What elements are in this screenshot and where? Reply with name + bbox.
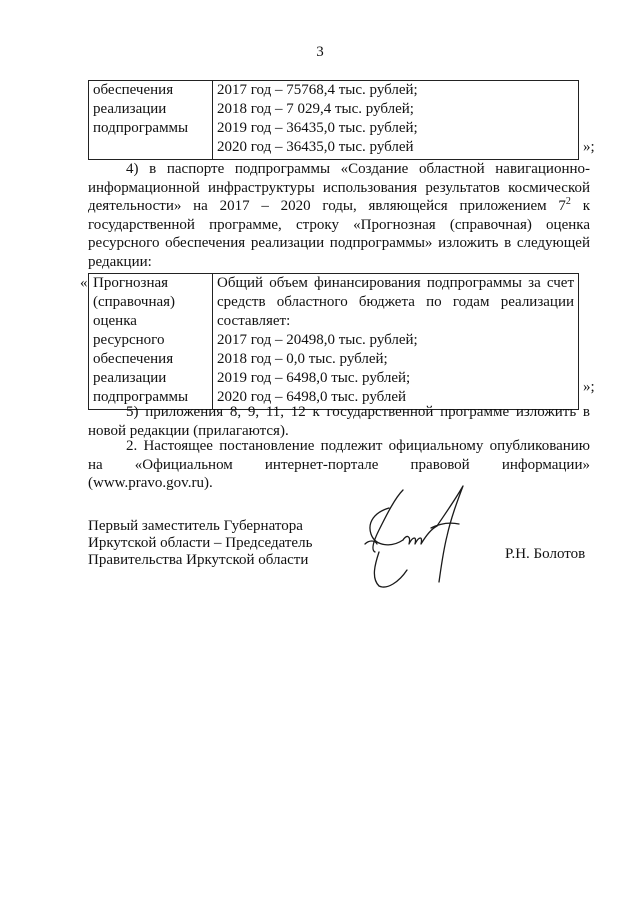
table2-label-line: (справочная) bbox=[93, 294, 176, 310]
table1-value-line: 2020 год – 36435,0 тыс. рублей bbox=[217, 139, 414, 155]
signatory-position-line: Иркутской области – Председатель bbox=[88, 535, 313, 551]
table1-value-line: 2017 год – 75768,4 тыс. рублей; bbox=[217, 82, 418, 98]
financing-table bbox=[88, 273, 579, 410]
table1-value-line: 2019 год – 36435,0 тыс. рублей; bbox=[217, 120, 418, 136]
table1-label-cell bbox=[89, 81, 213, 160]
table2-label-line: подпрограммы bbox=[93, 389, 189, 405]
para4-line-3-tail: к bbox=[570, 198, 590, 215]
paragraph-4 bbox=[88, 160, 590, 272]
handwritten-signature bbox=[345, 478, 470, 596]
para4-line-3-text: деятельности» на 2017 – 2020 годы, являющейся приложением 7 bbox=[88, 198, 566, 215]
paragraph-5 bbox=[88, 403, 590, 440]
table2-value-line: 2020 год – 6498,0 тыс. рублей bbox=[217, 389, 407, 405]
para4-line: информационной инфраструктуры использования результатов космической bbox=[88, 179, 590, 196]
table2-value-line: составляет: bbox=[217, 313, 291, 329]
table1-label-line: обеспечения bbox=[93, 82, 174, 98]
table2-label-line: обеспечения bbox=[93, 351, 174, 367]
para4-line: 4) в паспорте подпрограммы «Создание областной навигационно- bbox=[126, 161, 590, 177]
page-number: 3 bbox=[316, 44, 324, 60]
para4-line: редакции: bbox=[88, 253, 152, 270]
table2-value-cell bbox=[213, 274, 579, 410]
clause2-line: на «Официальном интернет-портале правовой информации» bbox=[88, 456, 590, 473]
table1-value-line: 2018 год – 7 029,4 тыс. рублей; bbox=[217, 101, 414, 117]
table2-value-line: Общий объем финансирования подпрограммы за счет bbox=[217, 275, 574, 291]
signatory-position-line: Правительства Иркутской области bbox=[88, 552, 309, 568]
table2-label-line: Прогнозная bbox=[93, 275, 169, 291]
table2-open-quote: « bbox=[80, 275, 88, 291]
table2-label-line: реализации bbox=[93, 370, 167, 386]
clause2-line: (www.pravo.gov.ru). bbox=[88, 475, 213, 492]
para4-line-3 bbox=[88, 197, 590, 216]
clause-2 bbox=[88, 437, 590, 493]
para4-line: государственной программе, строку «Прогнозная (справочная) оценка bbox=[88, 216, 590, 233]
table2-label-line: оценка bbox=[93, 313, 137, 329]
table2-value-line: средств областного бюджета по годам реализации bbox=[217, 294, 574, 310]
table1-label-line: подпрограммы bbox=[93, 120, 189, 136]
table2-value-line: 2019 год – 6498,0 тыс. рублей; bbox=[217, 370, 411, 386]
signatory-name: Р.Н. Болотов bbox=[505, 546, 586, 562]
table1-label-line: реализации bbox=[93, 101, 167, 117]
table2-label-cell bbox=[89, 274, 213, 410]
signatory-position bbox=[88, 518, 312, 569]
para4-superscript: 2 bbox=[565, 196, 571, 208]
clause2-line: 2. Настоящее постановление подлежит официальному опубликованию bbox=[126, 438, 590, 454]
table1-value-cell bbox=[213, 81, 579, 160]
table2-close-quote: »; bbox=[583, 379, 595, 395]
table1-close-quote: »; bbox=[583, 139, 595, 155]
financing-table-continued bbox=[88, 80, 579, 160]
para5-line: 5) приложения 8, 9, 11, 12 к государственной программе изложить в bbox=[126, 404, 590, 420]
para4-line: ресурсного обеспечения реализации подпрограммы» изложить в следующей bbox=[88, 235, 590, 252]
table2-value-line: 2017 год – 20498,0 тыс. рублей; bbox=[217, 332, 418, 348]
para5-line: новой редакции (прилагаются). bbox=[88, 422, 289, 439]
table2-label-line: ресурсного bbox=[93, 332, 165, 348]
signatory-position-line: Первый заместитель Губернатора bbox=[88, 518, 303, 534]
table2-value-line: 2018 год – 0,0 тыс. рублей; bbox=[217, 351, 388, 367]
